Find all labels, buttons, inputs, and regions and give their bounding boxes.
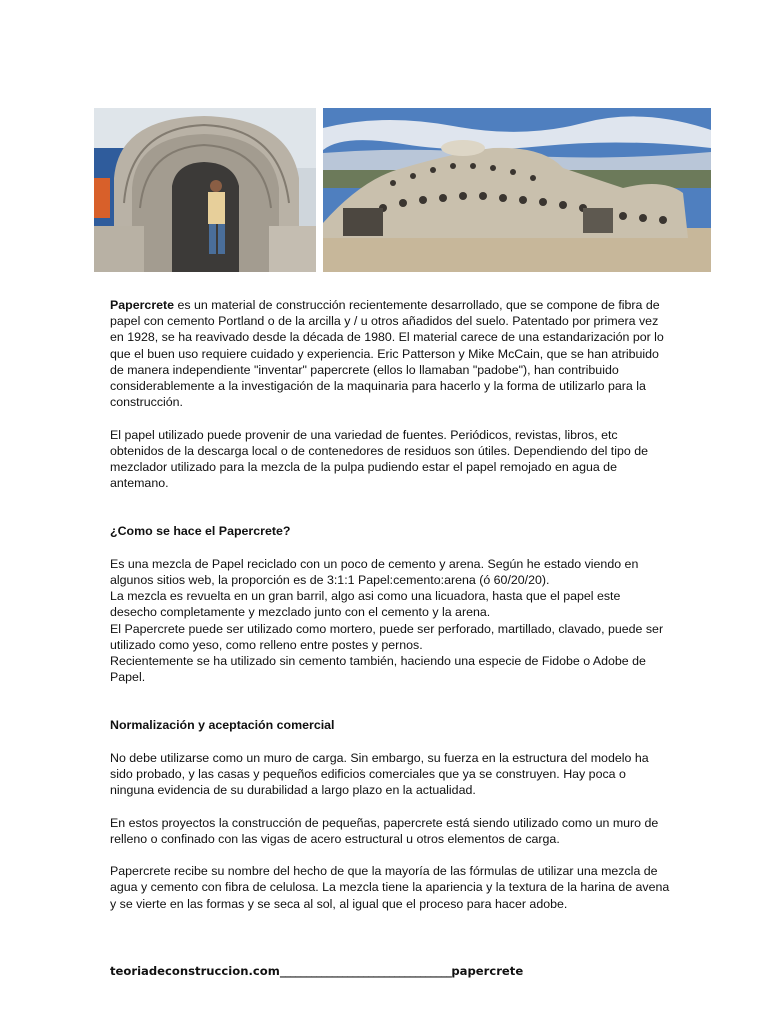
infill-paragraph: En estos proyectos la construcción de pequeñas, papercrete está siendo utilizado como un muro de relleno o confinado con las vigas de acero estructural u otros elementos de carga. bbox=[110, 815, 659, 846]
earth-arch-photo bbox=[94, 108, 316, 272]
term-papercrete: Papercrete bbox=[110, 298, 175, 312]
intro-text: es un material de construcción recientemente desarrollado, que se compone de fibra de papel con cemento Portland o de la arcilla y / u otros añadidos del suelo. Patentado por primera vez en 1928, se ha reavivado desde la década de 1980. El material carece de una estandarización por lo que el buen uso requiere cuidado y experiencia. Eric Patterson y Mike McCain, que se han atribuido de manera independiente "inventar" papercrete (ellos lo llamaban "padobe"), han contribuido considerablemente a la investigación de la maquinaria para hacerlo y la forma de utilizarlo para la construcción. bbox=[110, 298, 664, 410]
how-line-3: El Papercrete puede ser utilizado como mortero, puede ser perforado, martillado, clavado, puede ser utilizado como yeso, como relleno entre postes y pernos. bbox=[110, 621, 664, 652]
how-line-2: La mezcla es revuelta en un gran barril, algo asi como una licuadora, hasta que el papel este desecho completamente y mezclado junto con el cemento y la arena. bbox=[110, 589, 621, 620]
dome-building-photo bbox=[323, 108, 711, 272]
footer-topic: papercrete bbox=[451, 964, 524, 978]
paper-source-paragraph: El papel utilizado puede provenir de una variedad de fuentes. Periódicos, revistas, libros, etc obtenidos de la descarga local o de contenedores de residuos son útiles. Dependiendo del tipo de mezclador utilizado para la mezcla de la pulpa pudiendo estar el papel remojado en agua de antemano. bbox=[110, 427, 648, 491]
page-footer bbox=[110, 964, 670, 978]
load-bearing-paragraph: No debe utilizarse como un muro de carga. Sin embargo, su fuerza en la estructura del modelo ha sido probado, y las casas y pequeños edificios comerciales que ya se construyen. Hay poca o ninguna evidencia de su durabilidad a largo plazo en la actualidad. bbox=[110, 750, 649, 798]
document-body bbox=[110, 297, 670, 912]
intro-paragraph bbox=[110, 297, 670, 410]
footer-site: teoriadeconstruccion.com bbox=[110, 964, 280, 978]
footer-rule: _________________________________ bbox=[279, 964, 452, 978]
how-line-1: Es una mezcla de Papel reciclado con un poco de cemento y arena. Según he estado viendo en algunos sitios web, la proporción es de 3:1:1 Papel:cemento:arena (ó 60/20/20). bbox=[110, 556, 639, 588]
how-line-4: Recientemente se ha utilizado sin cemento también, haciendo una especie de Fidobe o Adobe de Papel. bbox=[110, 654, 646, 685]
section-heading-normalization: Normalización y aceptación comercial bbox=[110, 718, 335, 733]
name-origin-paragraph: Papercrete recibe su nombre del hecho de que la mayoría de las fórmulas de utilizar una mezcla de agua y cemento con fibra de celulosa. La mezcla tiene la apariencia y la textura de la harina de avena y se vierte en las formas y se seca al sol, al igual que el proceso para hacer adobe. bbox=[110, 864, 670, 911]
section-heading-how: ¿Como se hace el Papercrete? bbox=[110, 524, 291, 539]
